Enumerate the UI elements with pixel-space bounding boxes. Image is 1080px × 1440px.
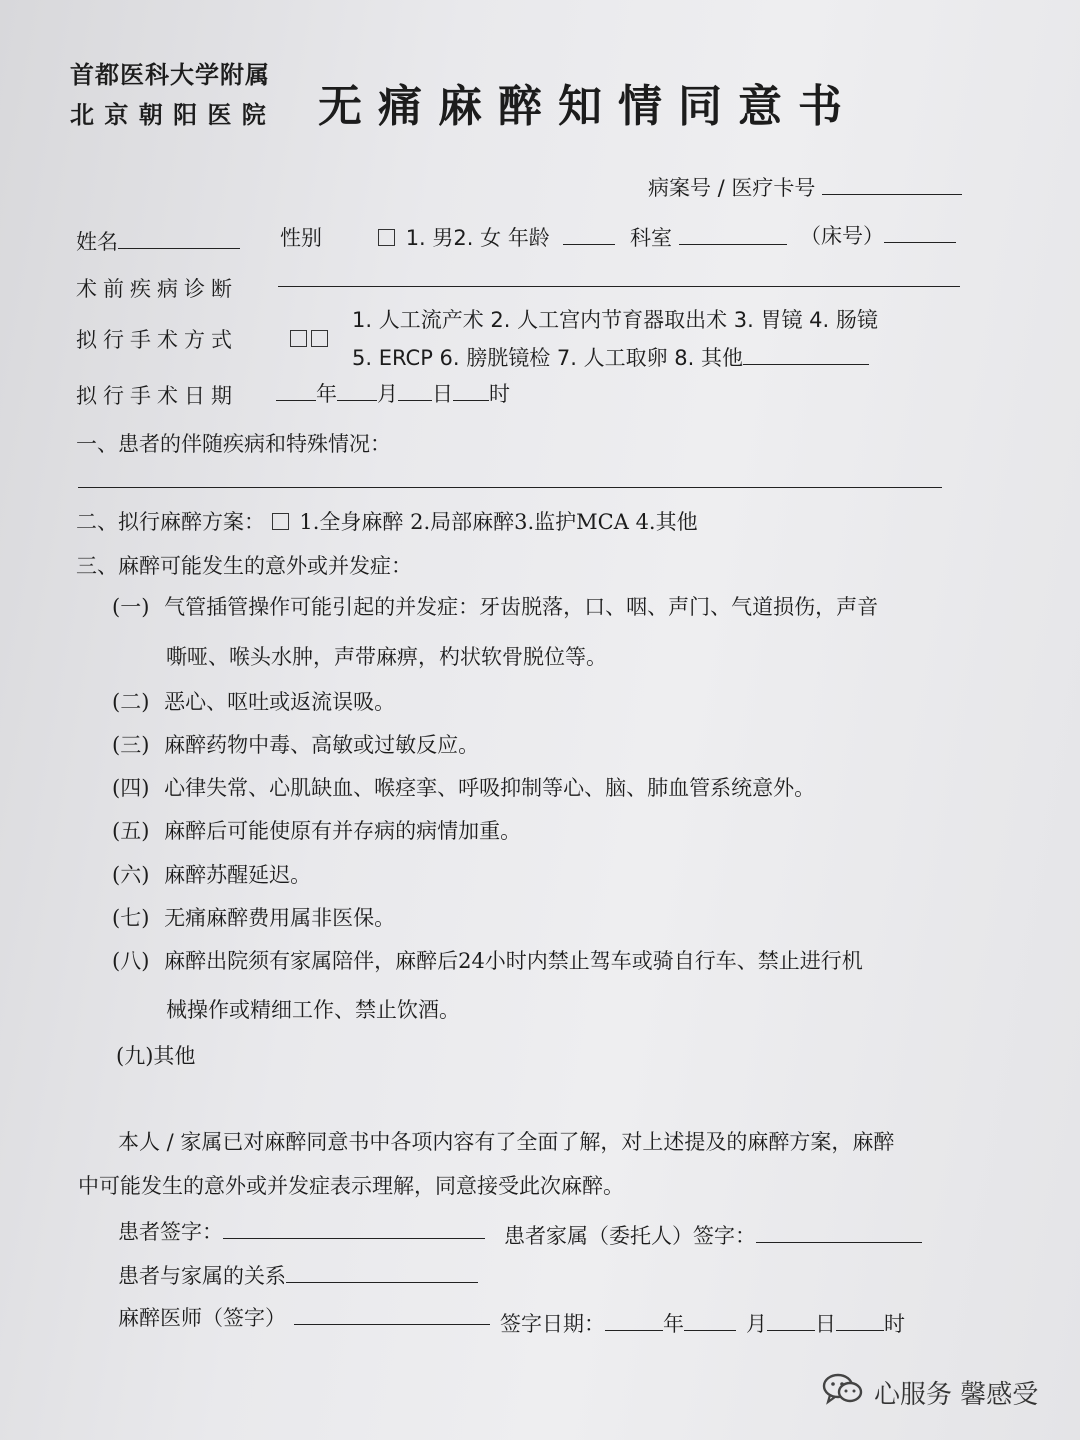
record-number-blank[interactable] — [822, 193, 962, 195]
sign-month-blank[interactable] — [684, 1329, 736, 1331]
complication-8-text: 麻醉出院须有家属陪伴，麻醉后24小时内禁止驾车或骑自行车、禁止进行机 — [164, 949, 863, 973]
complication-7-text: 无痛麻醉费用属非医保。 — [164, 906, 396, 930]
complication-5-text: 麻醉后可能使原有并存病的病情加重。 — [164, 819, 522, 843]
complication-6 — [112, 859, 311, 889]
record-number-label: 病案号 / 医疗卡号 — [648, 176, 816, 200]
family-signature-blank[interactable] — [756, 1241, 922, 1243]
complication-3-num: (三) — [112, 733, 150, 757]
department-label: 科室 — [630, 226, 672, 250]
document-title: 无痛麻醉知情同意书 — [318, 81, 858, 132]
family-signature-label: 患者家属（委托人）签字： — [504, 1224, 756, 1248]
complication-1-text: 气管插管操作可能引起的并发症：牙齿脱落，口、咽、声门、气道损伤，声音 — [164, 595, 879, 619]
complication-1-cont: 嘶哑、喉头水肿，声带麻痹，杓状软骨脱位等。 — [166, 645, 607, 669]
diagnosis-blank[interactable] — [278, 286, 960, 287]
patient-signature-label: 患者签字： — [118, 1220, 223, 1244]
hospital-name-line1: 首都医科大学附属 — [70, 61, 270, 89]
family-signature-field[interactable] — [504, 1220, 922, 1250]
complication-6-num: (六) — [112, 863, 150, 887]
relation-blank[interactable] — [286, 1281, 478, 1283]
anesthesia-plan-checkbox[interactable] — [272, 513, 289, 530]
doctor-signature-label: 麻醉医师（签字） — [118, 1306, 286, 1330]
hour-label: 时 — [489, 382, 510, 406]
sign-year-label: 年 — [663, 1312, 684, 1336]
section-2-row[interactable] — [76, 506, 698, 536]
year-label: 年 — [316, 382, 337, 406]
section-2-heading: 二、拟行麻醉方案： — [76, 510, 265, 534]
patient-name-field[interactable] — [76, 226, 240, 256]
bed-blank[interactable] — [884, 241, 956, 243]
sign-hour-label: 时 — [884, 1312, 905, 1336]
complication-8-cont: 械操作或精细工作、禁止饮酒。 — [166, 998, 460, 1022]
complication-9 — [116, 1040, 195, 1070]
anesthesia-plan-options: 1.全身麻醉 2.局部麻醉3.监护MCA 4.其他 — [299, 510, 698, 534]
surgery-date-label: 拟行手术日期 — [76, 384, 238, 408]
surgery-method-checkboxes[interactable] — [290, 330, 332, 350]
surgery-method-label: 拟行手术方式 — [76, 328, 238, 352]
day-label: 日 — [432, 382, 453, 406]
surgery-options-line2-text: 5. ERCP 6. 膀胱镜检 7. 人工取卵 8. 其他 — [352, 346, 744, 370]
complication-2 — [112, 686, 395, 716]
doctor-signature-blank[interactable] — [294, 1323, 490, 1325]
diagnosis-label: 术前疾病诊断 — [76, 277, 238, 301]
wechat-icon — [822, 1372, 864, 1413]
complication-4-text: 心律失常、心肌缺血、喉痉挛、呼吸抑制等心、脑、肺血管系统意外。 — [164, 776, 816, 800]
sign-day-blank[interactable] — [767, 1329, 815, 1331]
watermark-text: 心服务 馨感受 — [874, 1380, 1039, 1410]
sign-date-field[interactable] — [500, 1308, 905, 1338]
complication-5 — [112, 815, 521, 845]
relation-field[interactable] — [118, 1260, 478, 1290]
patient-name-blank[interactable] — [118, 247, 240, 249]
surgery-year-blank[interactable] — [276, 399, 316, 401]
surgery-options-line2[interactable] — [352, 342, 869, 372]
relation-label: 患者与家属的关系 — [118, 1264, 286, 1288]
patient-signature-blank[interactable] — [223, 1237, 485, 1239]
complication-3-text: 麻醉药物中毒、高敏或过敏反应。 — [164, 733, 480, 757]
complication-9-num: (九) — [116, 1044, 154, 1068]
surgery-options-line1: 1. 人工流产术 2. 人工宫内节育器取出术 3. 胃镜 4. 肠镜 — [352, 308, 878, 332]
sign-hour-blank[interactable] — [836, 1329, 884, 1331]
watermark — [822, 1372, 1038, 1413]
surgery-day-blank[interactable] — [398, 399, 432, 401]
surgery-other-blank[interactable] — [743, 363, 869, 365]
record-number-field[interactable] — [648, 172, 962, 202]
sign-date-label: 签字日期： — [500, 1312, 605, 1336]
department-blank[interactable] — [679, 243, 787, 245]
consent-line2: 中可能发生的意外或并发症表示理解，同意接受此次麻醉。 — [78, 1174, 624, 1198]
gender-label: 性别 — [280, 226, 322, 250]
complication-6-text: 麻醉苏醒延迟。 — [164, 863, 312, 887]
section-3-heading: 三、麻醉可能发生的意外或并发症： — [76, 554, 412, 578]
complication-8-num: (八) — [112, 949, 150, 973]
patient-signature-field[interactable] — [118, 1216, 485, 1246]
complication-4-num: (四) — [112, 776, 150, 800]
complication-2-num: (二) — [112, 690, 150, 714]
section-1-heading: 一、患者的伴随疾病和特殊情况： — [76, 432, 391, 456]
sign-day-label: 日 — [815, 1312, 836, 1336]
complication-8 — [112, 945, 863, 975]
patient-name-label: 姓名 — [76, 230, 118, 254]
age-blank[interactable] — [563, 243, 615, 245]
complication-7-num: (七) — [112, 906, 150, 930]
surgery-month-blank[interactable] — [337, 399, 377, 401]
doctor-signature-field[interactable] — [118, 1302, 490, 1332]
gender-checkbox[interactable] — [378, 229, 395, 246]
complication-1-num: (一) — [112, 595, 150, 619]
month-label: 月 — [377, 382, 398, 406]
hospital-name-line2: 北 京 朝 阳 医 院 — [70, 101, 267, 129]
complication-3 — [112, 729, 479, 759]
surgery-date-field[interactable] — [276, 378, 510, 408]
bed-label: （床号） — [800, 224, 884, 248]
complication-2-text: 恶心、呕吐或返流误吸。 — [164, 690, 396, 714]
sign-month-label: 月 — [746, 1312, 767, 1336]
complication-7 — [112, 902, 395, 932]
surgery-checkbox-1[interactable] — [290, 330, 307, 347]
complication-5-num: (五) — [112, 819, 150, 843]
age-label: 年龄 — [507, 226, 550, 250]
surgery-hour-blank[interactable] — [453, 399, 489, 401]
complication-1 — [112, 591, 878, 621]
surgery-checkbox-2[interactable] — [311, 330, 328, 347]
consent-line1: 本人 / 家属已对麻醉同意书中各项内容有了全面了解，对上述提及的麻醉方案，麻醉 — [118, 1130, 895, 1154]
department-field[interactable] — [630, 222, 787, 252]
bed-field[interactable] — [800, 220, 956, 250]
section-1-blank[interactable] — [78, 487, 942, 488]
complication-4 — [112, 772, 815, 802]
gender-options: 1. 男2. 女 — [405, 226, 502, 250]
gender-field[interactable] — [378, 222, 615, 252]
sign-year-blank[interactable] — [605, 1329, 663, 1331]
complication-9-text: 其他 — [153, 1044, 196, 1068]
